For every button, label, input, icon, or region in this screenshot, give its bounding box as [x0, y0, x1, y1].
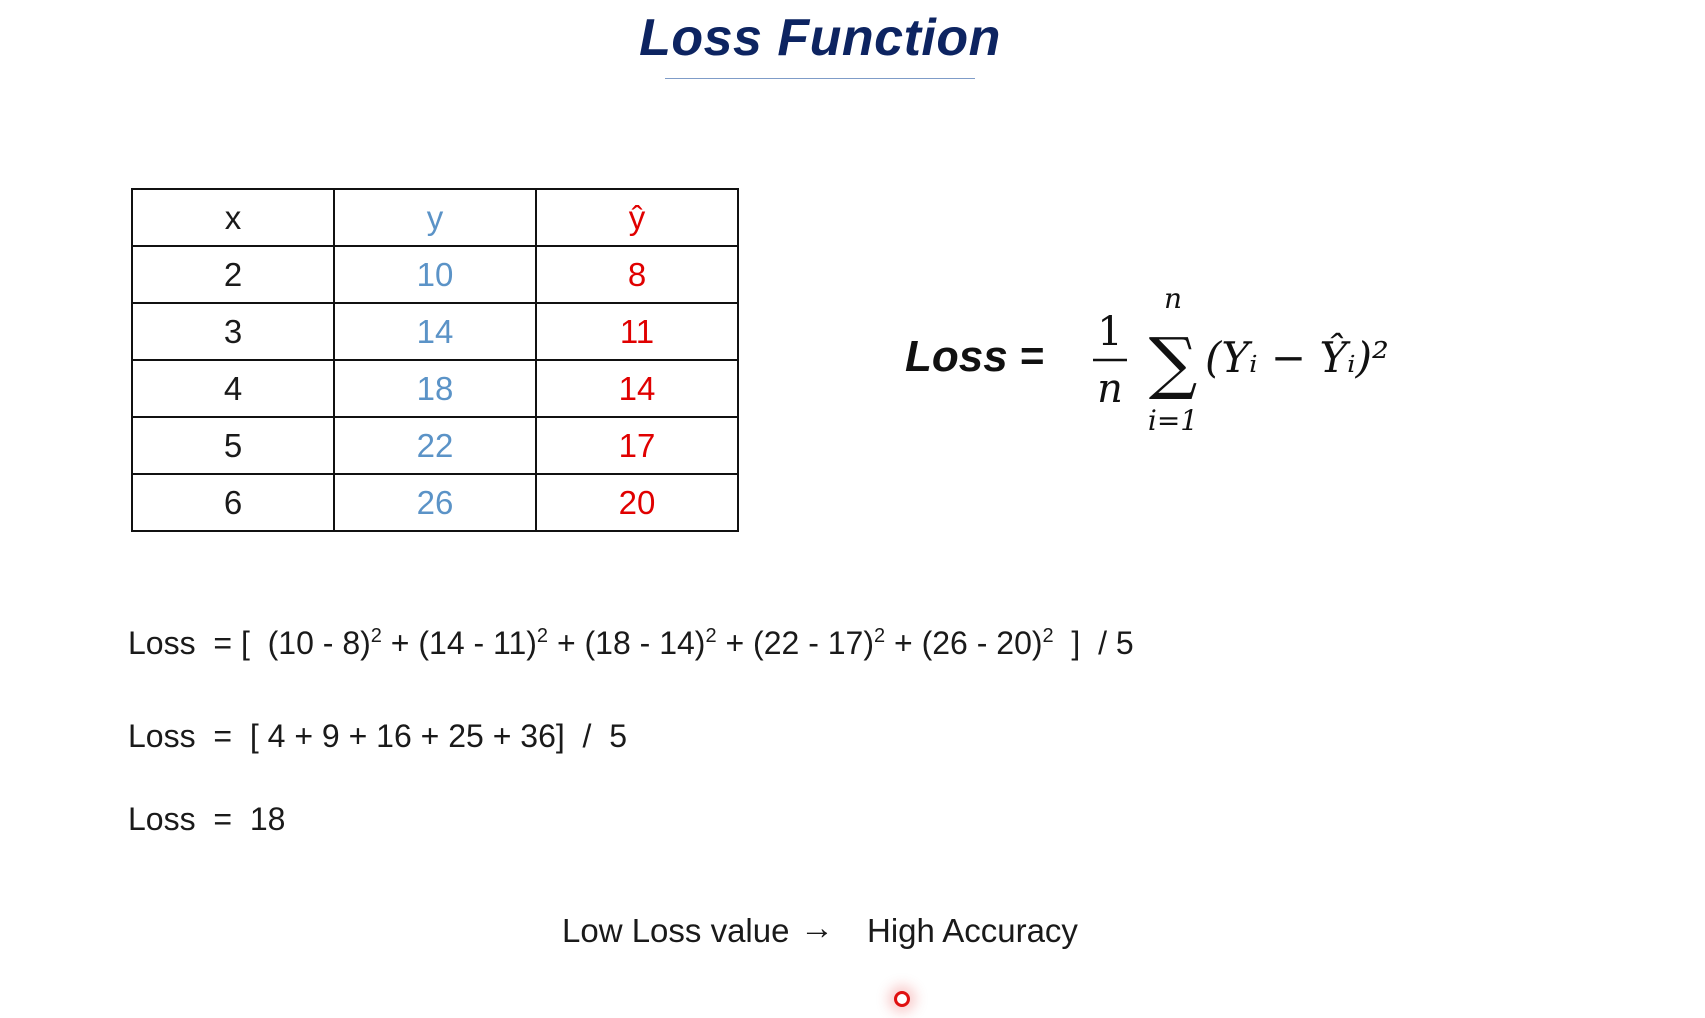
table-row [132, 417, 738, 474]
header-x: x [132, 189, 334, 246]
calc-exponent: 2 [873, 625, 886, 647]
right-arrow-icon: → [800, 909, 834, 947]
title-underline [665, 78, 975, 79]
cell-y: 14 [334, 303, 536, 360]
conclusion-high-accuracy: High Accuracy [867, 912, 1078, 949]
formula-loss-label: Loss [905, 332, 1008, 381]
header-y: y [334, 189, 536, 246]
cell-x: 5 [132, 417, 334, 474]
formula-denominator: n [1097, 366, 1123, 412]
calc-plus: + [716, 625, 754, 661]
cell-yhat: 14 [536, 360, 738, 417]
cell-x: 4 [132, 360, 334, 417]
cell-yhat: 8 [536, 246, 738, 303]
calc-plus: + [381, 625, 419, 661]
cell-x: 6 [132, 474, 334, 531]
table-header-row [132, 189, 738, 246]
calc-suffix: ] / 5 [1053, 625, 1134, 661]
sum-lower-limit: i=1 [1147, 404, 1199, 437]
calculation-line-2: Loss = [ 4 + 9 + 16 + 25 + 36] / 5 [128, 718, 628, 754]
sum-upper-limit: n [1163, 290, 1183, 315]
calc-term: (22 - 17) [753, 625, 874, 661]
calc-plus: + [548, 625, 585, 661]
cell-yhat: 17 [536, 417, 738, 474]
cell-y: 18 [334, 360, 536, 417]
calc-prefix: Loss = [ [128, 625, 268, 661]
calc-exponent: 2 [1042, 625, 1054, 647]
formula-body: (Yᵢ − Ŷᵢ)² [1205, 333, 1389, 382]
calc-plus: + [885, 625, 922, 661]
data-table [131, 188, 739, 532]
calc-term: (18 - 14) [584, 625, 706, 661]
calc-term: (14 - 11) [418, 625, 537, 661]
calc-exponent: 2 [536, 625, 549, 647]
cell-x: 3 [132, 303, 334, 360]
calc-term: (26 - 20) [921, 625, 1043, 661]
calc-exponent: 2 [705, 625, 717, 647]
table-row [132, 474, 738, 531]
calc-exponent: 2 [370, 625, 382, 647]
table-row [132, 303, 738, 360]
header-yhat: ŷ [536, 189, 738, 246]
slide-title: Loss Function [639, 9, 1001, 67]
cell-yhat: 20 [536, 474, 738, 531]
formula-numerator: 1 [1097, 309, 1123, 355]
calculation-line-3: Loss = 18 [128, 801, 286, 837]
formula-equals: = [1020, 332, 1045, 379]
calculation-line-1 [128, 625, 1134, 662]
cell-y: 26 [334, 474, 536, 531]
table-row [132, 360, 738, 417]
cell-y: 22 [334, 417, 536, 474]
pointer-indicator [894, 991, 910, 1007]
cell-x: 2 [132, 246, 334, 303]
conclusion-low-loss: Low Loss value [562, 912, 790, 949]
table-row [132, 246, 738, 303]
cell-yhat: 11 [536, 303, 738, 360]
sigma-icon: ∑ [1148, 324, 1198, 403]
cell-y: 10 [334, 246, 536, 303]
calc-term: (10 - 8) [267, 625, 371, 661]
loss-formula [905, 290, 1465, 450]
data-table-body [132, 189, 738, 531]
formula-math [1065, 290, 1465, 450]
